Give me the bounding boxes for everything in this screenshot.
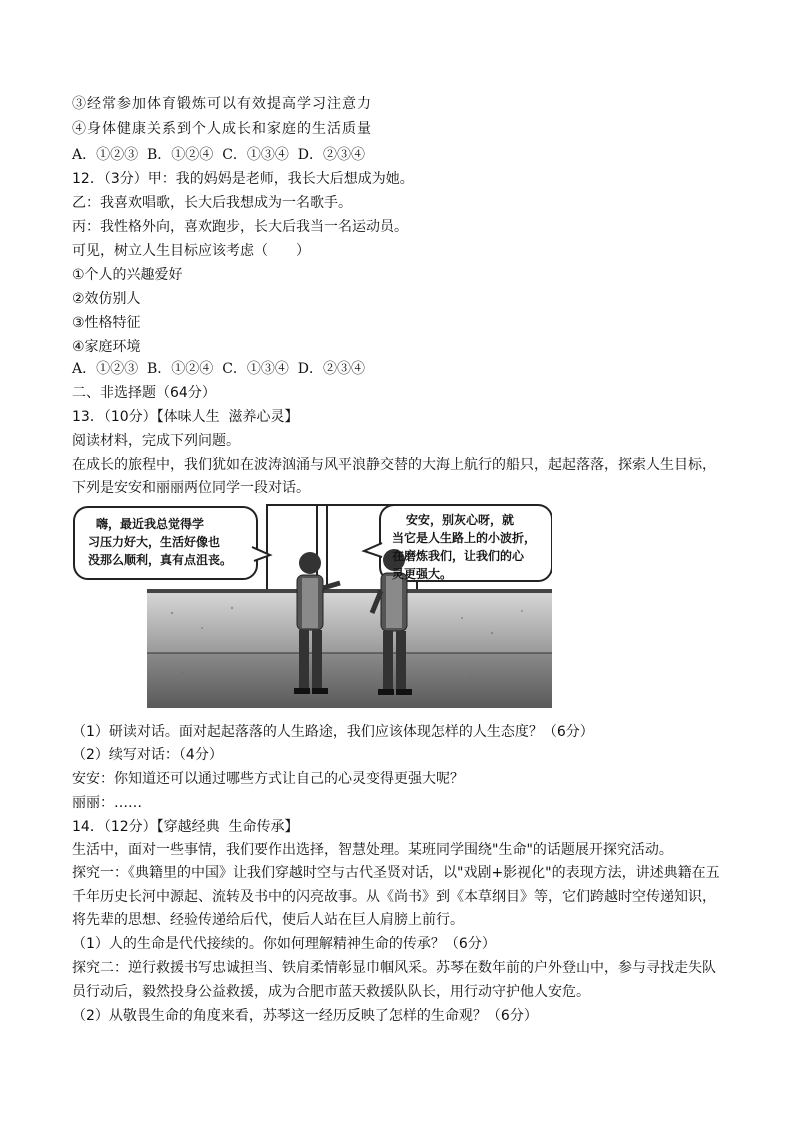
q12-option-2: ②效仿别人	[72, 291, 141, 307]
q12-option-4: ④家庭环境	[72, 339, 141, 355]
q12-stem: 12．（3分）甲：我的妈妈是老师，我长大后想成为她。	[72, 171, 414, 187]
q12-question: 可见，树立人生目标应该考虑（ ）	[72, 243, 310, 259]
q11-choices: A．①②③ B．①②④ C．①③④ D．②③④	[72, 147, 366, 163]
option-4: ④身体健康关系到个人成长和家庭的生活质量	[72, 121, 372, 137]
q13-sub1: （1）研读对话。面对起起落落的人生路途，我们应该体现怎样的人生态度？（6分）	[72, 724, 594, 740]
q14-explore2-line1: 探究二：逆行救援书写忠诚担当、铁肩柔情彰显巾帼风采。苏琴在数年前的户外登山中，参与寻找走失队	[72, 960, 716, 976]
q14-header: 14．（12分）【穿越经典 生命传承】	[72, 819, 299, 835]
q12-line-yi: 乙：我喜欢唱歌，长大后我想成为一名歌手。	[72, 195, 352, 211]
q14-sub2: （2）从敬畏生命的角度来看，苏琴这一经历反映了怎样的生命观？（6分）	[72, 1008, 538, 1024]
q14-explore1-line2: 千年历史长河中源起、流转及书中的闪亮故事。从《尚书》到《本草纲目》等，它们跨越时空传递知识，	[72, 889, 716, 905]
q14-explore1-line1: 探究一：《典籍里的中国》让我们穿越时空与古代圣贤对话，以"戏剧+影视化"的表现方法，讲述典籍在五	[72, 865, 720, 881]
speech-bubble-left: 嗨，最近我总觉得学 习压力好大，生活好像也 没那么顺利，真有点沮丧。	[88, 517, 233, 567]
q13-lili: 丽丽：……	[72, 795, 142, 811]
q14-intro: 生活中，面对一些事情，我们要作出选择，智慧处理。某班同学围绕"生命"的话题展开探究活动。	[72, 842, 673, 858]
q12-choices: A．①②③ B．①②④ C．①③④ D．②③④	[72, 361, 366, 377]
dialogue-illustration	[72, 503, 552, 713]
q13-anan: 安安：你知道还可以通过哪些方式让自己的心灵变得更强大呢？	[72, 771, 464, 787]
q14-sub1: （1）人的生命是代代接续的。你如何理解精神生命的传承？（6分）	[72, 936, 496, 952]
section-title: 二、非选择题（64分）	[72, 385, 216, 401]
q12-option-1: ①个人的兴趣爱好	[72, 267, 183, 283]
q13-material-line2: 下列是安安和丽丽两位同学一段对话。	[72, 480, 310, 496]
q13-header: 13．（10分）【体味人生 滋养心灵】	[72, 409, 299, 425]
q14-explore2-line2: 员行动后，毅然投身公益救援，成为合肥市蓝天救援队队长，用行动守护他人安危。	[72, 984, 590, 1000]
q13-instruction: 阅读材料，完成下列问题。	[72, 433, 240, 449]
q13-material-line1: 在成长的旅程中，我们犹如在波涛汹涌与风平浪静交替的大海上航行的船只，起起落落，探索人生目标，	[72, 457, 716, 473]
option-3: ③经常参加体育锻炼可以有效提高学习注意力	[72, 96, 372, 112]
speech-bubble-right: 安安，别灰心呀，就 当它是人生路上的小波折， 在磨炼我们，让我们的心 灵更强大。	[392, 513, 537, 581]
q12-line-bing: 丙：我性格外向，喜欢跑步，长大后我当一名运动员。	[72, 219, 408, 235]
q13-sub2: （2）续写对话：（4分）	[72, 747, 223, 763]
q12-option-3: ③性格特征	[72, 315, 141, 331]
q14-explore1-line3: 将先辈的思想、经验传递给后代，使后人站在巨人肩膀上前行。	[72, 912, 464, 928]
